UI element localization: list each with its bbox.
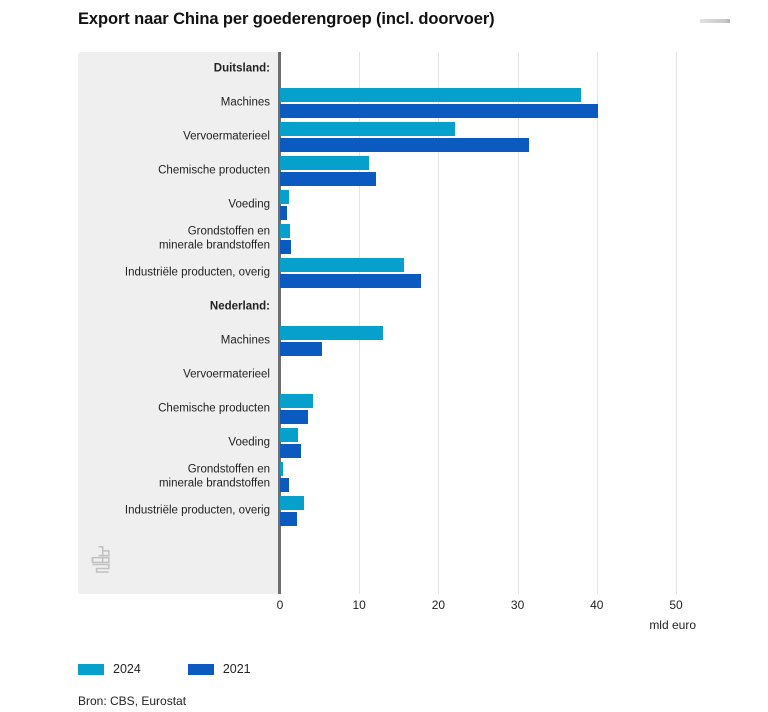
category-label: Voeding [228,198,270,211]
category-row [78,86,698,120]
category-row [78,154,698,188]
bar-pair [280,494,698,528]
bar-2021[interactable] [280,444,301,458]
category-label: Vervoermaterieel [183,130,270,143]
category-row [78,358,698,392]
bar-2024[interactable] [280,156,369,170]
x-tick-label-40: 40 [590,598,604,612]
legend-swatch-2024 [78,664,104,675]
x-tick-label-10: 10 [352,598,366,612]
category-label: Industriële producten, overig [124,266,270,279]
bar-2021[interactable] [280,138,529,152]
bar-pair [280,120,698,154]
category-row [78,120,698,154]
bar-2021[interactable] [280,478,289,492]
bar-2024[interactable] [280,258,404,272]
category-row [78,324,698,358]
category-label: Vervoermaterieel [183,368,270,381]
category-label: Chemische producten [158,402,270,415]
bar-pair [280,358,698,392]
x-tick-label-0: 0 [276,598,284,612]
category-row [78,256,698,290]
bar-pair [280,392,698,426]
legend-label-2024: 2024 [113,662,141,676]
legend-label-2021: 2021 [222,662,251,676]
bar-2021[interactable] [280,274,421,288]
bar-2024[interactable] [280,496,304,510]
bar-2024[interactable] [280,224,290,238]
category-label: Industriële producten, overig [124,504,270,517]
cbs-logo [88,544,116,574]
page-title: Export naar China per goederengroep (incl. doorvoer) [78,10,495,28]
category-row [78,426,698,460]
category-label: Chemische producten [158,164,270,177]
group-label: Nederland: [209,300,270,313]
category-row [78,460,698,494]
group-label: Duitsland: [213,62,270,75]
bar-pair [280,460,698,494]
bar-pair [280,324,698,358]
source-note: Bron: CBS, Eurostat [78,694,187,708]
bar-2024[interactable] [280,462,283,476]
bar-2024[interactable] [280,394,313,408]
category-row [78,222,698,256]
bar-2021[interactable] [280,206,287,220]
legend-item-2024[interactable] [78,662,141,676]
bar-2024[interactable] [280,190,289,204]
legend-swatch-2021 [188,664,214,675]
category-label: Machines [220,334,270,347]
bar-2024[interactable] [280,326,383,340]
category-row [78,494,698,528]
bar-2021[interactable] [280,342,322,356]
bar-2024[interactable] [280,428,298,442]
bar-2021[interactable] [280,410,308,424]
group-header-row [78,52,698,86]
bar-pair [280,188,698,222]
x-tick-label-20: 20 [431,598,446,612]
category-label: Machines [220,96,270,109]
category-row [78,392,698,426]
bar-2021[interactable] [280,172,376,186]
bar-2021[interactable] [280,240,291,254]
corner-artifact [700,19,730,23]
bar-pair [280,222,698,256]
bar-pair [280,426,698,460]
bar-pair [280,154,698,188]
group-header-row [78,290,698,324]
bar-2024[interactable] [280,88,581,102]
category-label: Grondstoffen en minerale brandstoffen [158,225,270,251]
bar-2024[interactable] [280,122,455,136]
bar-pair [280,86,698,120]
x-tick-label-50: 50 [669,598,683,612]
category-label: Voeding [228,436,270,449]
legend-item-2021[interactable] [188,662,251,676]
category-label: Grondstoffen en minerale brandstoffen [158,463,270,489]
bar-2021[interactable] [280,512,297,526]
x-tick-label-30: 30 [510,598,525,612]
bar-2021[interactable] [280,104,598,118]
bar-pair [280,256,698,290]
category-row [78,188,698,222]
x-axis-unit-label: mld euro [649,618,696,632]
legend [78,662,288,676]
